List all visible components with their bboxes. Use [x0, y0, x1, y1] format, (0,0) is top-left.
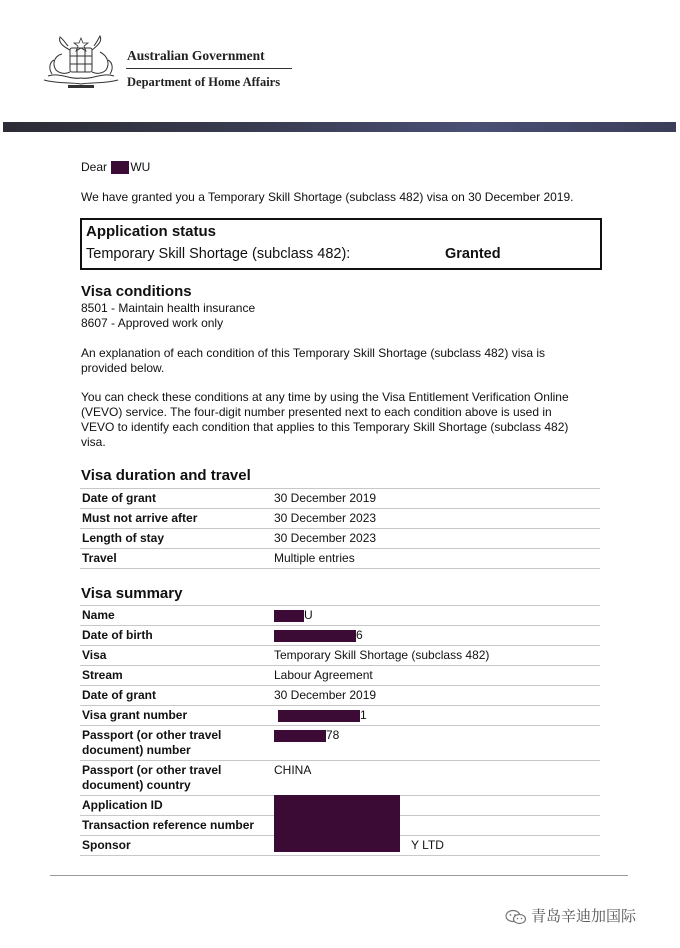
table-row	[80, 686, 600, 706]
row-label: Must not arrive after	[82, 511, 198, 525]
conditions-explanation	[81, 346, 545, 376]
row-value	[274, 608, 313, 623]
row-label: Length of stay	[82, 531, 165, 545]
table-row	[80, 509, 600, 529]
row-value: CHINA	[274, 763, 312, 777]
table-row	[80, 706, 600, 726]
row-label	[82, 728, 272, 758]
redacted-block	[274, 610, 304, 622]
table-row	[80, 549, 600, 569]
row-value: 30 December 2019	[274, 491, 377, 505]
wechat-icon	[505, 909, 527, 925]
table-row	[80, 529, 600, 549]
visa-summary-table	[80, 605, 600, 856]
paragraph-line: visa.	[81, 435, 106, 449]
header-divider	[126, 68, 292, 69]
application-status-box	[80, 218, 602, 270]
label-line: Passport (or other travel	[82, 763, 222, 777]
table-row	[80, 726, 600, 761]
application-status-value: Granted	[445, 246, 501, 262]
condition-item: 8607 - Approved work only	[81, 316, 224, 330]
greeting-name: WU	[130, 160, 151, 174]
paragraph-line: (VEVO) service. The four-digit number presented next to each condition above is used in	[81, 405, 552, 419]
row-value: 30 December 2019	[274, 688, 377, 702]
vevo-paragraph	[81, 390, 569, 450]
visa-duration-table	[80, 488, 600, 569]
watermark-text: 青岛辛迪加国际	[531, 908, 637, 925]
row-value: 30 December 2023	[274, 531, 377, 545]
header-department-name: Department of Home Affairs	[127, 75, 281, 89]
row-label: Travel	[82, 551, 117, 565]
name-suffix: U	[304, 608, 313, 622]
row-value: Temporary Skill Shortage (subclass 482)	[274, 648, 490, 662]
row-label: Name	[82, 608, 115, 622]
visa-conditions-title: Visa conditions	[81, 283, 192, 300]
header-band	[3, 122, 676, 132]
label-line: document) country	[82, 778, 191, 792]
greeting-prefix: Dear	[81, 160, 108, 174]
label-line: document) number	[82, 743, 191, 757]
greeting	[81, 160, 150, 175]
table-row	[80, 666, 600, 686]
row-value: Multiple entries	[274, 551, 355, 565]
paragraph-line: An explanation of each condition of this Temporary Skill Shortage (subclass 482) visa is	[81, 346, 546, 360]
row-value	[274, 708, 367, 723]
paragraph-line: provided below.	[81, 361, 165, 375]
footer-divider	[50, 875, 628, 876]
row-value	[274, 728, 339, 743]
application-status-label: Temporary Skill Shortage (subclass 482):	[86, 246, 351, 262]
row-label: Transaction reference number	[82, 818, 255, 832]
condition-item: 8501 - Maintain health insurance	[81, 301, 256, 315]
passport-suffix: 78	[326, 728, 340, 742]
redacted-block	[274, 630, 356, 642]
table-row	[80, 646, 600, 666]
coat-of-arms-logo	[40, 34, 122, 90]
table-row	[80, 488, 600, 509]
table-row	[80, 761, 600, 796]
row-value: Y LTD	[411, 838, 444, 852]
application-status-title: Application status	[86, 223, 217, 240]
row-value: 30 December 2023	[274, 511, 377, 525]
watermark	[505, 905, 636, 926]
paragraph-line: You can check these conditions at any time by using the Visa Entitlement Verification Online	[81, 390, 569, 404]
intro-text: We have granted you a Temporary Skill Shortage (subclass 482) visa on 30 December 2019.	[81, 190, 574, 204]
redacted-block	[278, 710, 360, 722]
row-label: Visa	[82, 648, 107, 662]
row-label: Date of birth	[82, 628, 153, 642]
paragraph-line: VEVO to identify each condition that applies to this Temporary Skill Shortage (subclass 482)	[81, 420, 569, 434]
redacted-block	[111, 161, 129, 174]
row-label: Stream	[82, 668, 123, 682]
row-label	[82, 763, 272, 793]
dob-suffix: 6	[356, 628, 363, 642]
visa-summary-title: Visa summary	[81, 585, 183, 602]
row-value	[274, 628, 363, 643]
redacted-block	[274, 730, 326, 742]
redacted-block	[274, 795, 400, 852]
row-label: Application ID	[82, 798, 163, 812]
row-label: Date of grant	[82, 688, 157, 702]
visa-duration-title: Visa duration and travel	[81, 467, 251, 484]
table-row	[80, 626, 600, 646]
table-row	[80, 605, 600, 626]
row-value: Labour Agreement	[274, 668, 373, 682]
header-government-name: Australian Government	[127, 48, 265, 63]
row-label: Sponsor	[82, 838, 131, 852]
label-line: Passport (or other travel	[82, 728, 222, 742]
row-label: Visa grant number	[82, 708, 188, 722]
grant-number-suffix: 1	[360, 708, 367, 722]
row-label: Date of grant	[82, 491, 157, 505]
